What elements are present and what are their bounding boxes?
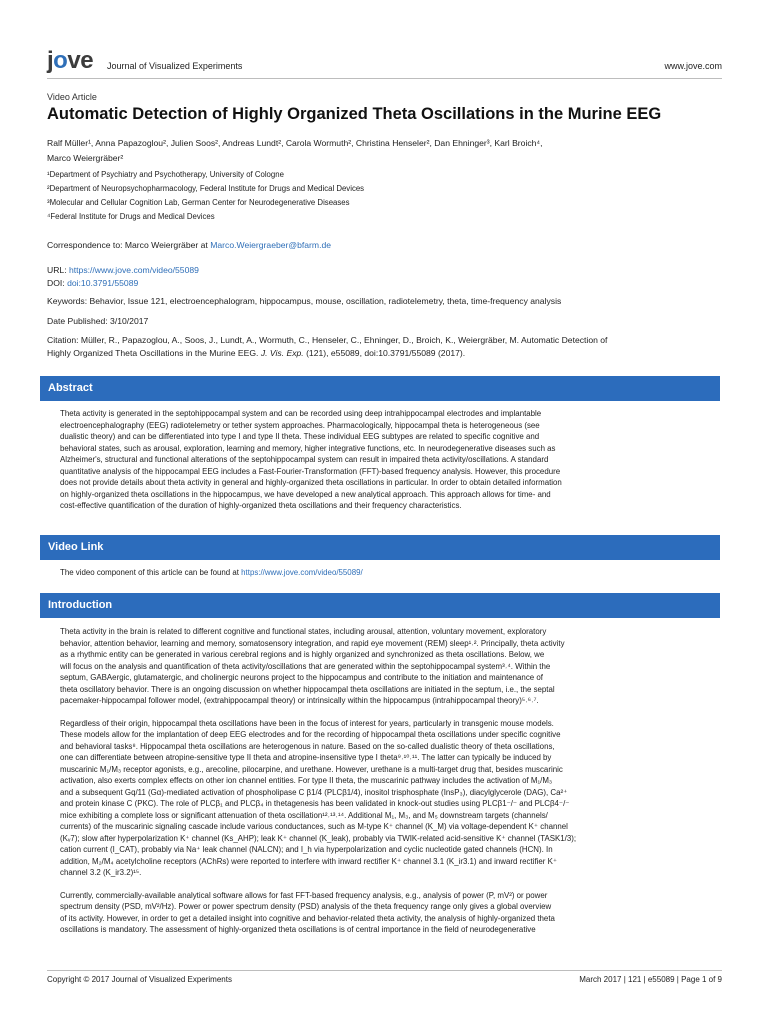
abstract-text (60, 408, 720, 512)
video-link-text (60, 567, 720, 579)
site-url[interactable]: www.jove.com (664, 61, 722, 71)
paragraph-gap (60, 879, 720, 890)
doi-link[interactable]: doi:10.3791/55089 (67, 278, 139, 288)
intro-p1-line: will focus on the analysis and quantification of theta activity/oscillations that are generated within the septohippocampal system³˒⁴. Within the (60, 661, 551, 671)
affiliation-1: ¹Department of Psychiatry and Psychotherapy, University of Cologne (47, 170, 284, 179)
logo-text: jove (47, 47, 94, 74)
affiliation-2: ²Department of Neuropsychopharmacology, Federal Institute for Drugs and Medical Devices (47, 184, 365, 193)
correspondence (47, 240, 331, 250)
article-url-link[interactable]: https://www.jove.com/video/55089 (68, 265, 199, 275)
correspondence-email-link[interactable]: Marco.Weiergraeber@bfarm.de (210, 240, 332, 250)
abstract-line: quantitative analysis of the hippocampal EEG includes a Fast-Fourier-Transformation (FFT)-based frequency analysis. However, this procedure (60, 466, 561, 476)
video-link-label: The video component of this article can be found at (60, 568, 239, 577)
page-footer (47, 970, 722, 987)
abstract-heading: Abstract (40, 376, 720, 401)
affiliations (47, 168, 722, 224)
paragraph-gap (60, 707, 720, 718)
intro-p2-line: mice exhibiting a complete loss or significant attenuation of theta oscillation¹²˒¹³˒¹⁴. Additional M₁, M₃, and M₅ downstream targets (channels/ (60, 810, 548, 820)
intro-p3-line: oscillations is mandatory. The assessment of highly-organized theta oscillations is of central importance in the field of neurodegenerative (60, 925, 536, 934)
intro-p2-line: These models allow for the implantation of deep EEG electrodes and for the recording of hippocampal theta oscillations under specific cognitive (60, 730, 561, 739)
doi-label: DOI: (47, 278, 65, 288)
author-list (47, 136, 722, 166)
intro-p2-line: (Kᵥ7); slow after hyperpolarization K⁺ channel (Ks_AHP); leak K⁺ channel (K_leak), probably via TWIK-related acid-sensitive K⁺ channel (TASK1/3); (60, 833, 577, 843)
intro-p2-line: and behavioral tasks⁸. Hippocampal theta oscillations are heterogenous in nature. Based on the so-called dualistic theory of theta oscillations, (60, 741, 555, 751)
introduction-heading: Introduction (40, 593, 720, 618)
journal-header (47, 48, 722, 79)
intro-p3-line: Currently, commercially-available analytical software allows for fast FFT-based frequency analysis, e.g., analysis of power (P, mV²) or power (60, 890, 548, 900)
intro-p2-line: channel 3.2 (K_ir3.2)¹⁵. (60, 868, 142, 877)
copyright: Copyright © 2017 Journal of Visualized Experiments (47, 975, 232, 984)
intro-p3-line: spectrum density (PSD, mV²/Hz). Power or power spectrum density (PSD) analysis of the theta frequency range only gives a global overview (60, 902, 552, 911)
intro-p1-line: septum, GABAergic, glutamatergic, and cholinergic neurons project to the hippocampus and contribute to the initiation and maintenance of (60, 673, 543, 682)
introduction-text (60, 626, 720, 936)
intro-p1-line: behavior, attention behavior, learning and memory, somatosensory integration, and rapid eye movement (REM) sleep¹˒². Principally, theta activity (60, 638, 565, 648)
intro-p2-line: currents) of the muscarinic signaling cascade include various conductances, such as M-type K⁺ channel (K_M) via voltage-dependent K⁺ channel (60, 822, 568, 831)
intro-p2-line: and a subsequent Gq/11 (Gα)-mediated activation of phospholipase C β1/4 (PLCβ1/4), inositol trisphosphate (InsP₃), diacylglycerole (DAG), Ca²⁺ (60, 787, 568, 797)
citation (47, 334, 723, 360)
url-line (47, 265, 199, 275)
abstract-line: behavioral states, such as arousal, exploration, learning and memory, higher integrative functions, etc. In neurodegenerative diseases such as (60, 443, 556, 453)
citation-line-2 (47, 347, 723, 360)
intro-p2-line: cation current (I_CAT), probably via Na⁺ leak channel (NALCN); and I_h via hyperpolarization and cyclic nucleotide gated channels (HCN). In (60, 845, 553, 854)
intro-p2-line: and protein kinase C (PKC). The role of PLCβ₁ and PLCβ₄ in thetagenesis has been validated in knock-out studies using PLCβ1⁻/⁻ and PLCβ4⁻/⁻ (60, 799, 570, 808)
url-label: URL: (47, 265, 67, 275)
article-title: Automatic Detection of Highly Organized Theta Oscillations in the Murine EEG (47, 105, 662, 123)
date-published: Date Published: 3/10/2017 (47, 316, 149, 326)
intro-p1-line: as a rhythmic entity can be generated in various cerebral regions and is highly organized and synchronized as theta oscillations. Below, we (60, 650, 545, 659)
abstract-line: Theta activity is generated in the septohippocampal system and can be recorded using deep intrahippocampal electrodes and implantable (60, 409, 542, 418)
video-url-link[interactable]: https://www.jove.com/video/55089/ (241, 568, 363, 577)
citation-journal: J. Vis. Exp. (260, 348, 304, 358)
abstract-line: Alzheimer's, structural and functional alterations of the septohippocampal system can result in impaired theta activity/oscillations. A standard (60, 455, 549, 464)
jove-logo[interactable] (47, 47, 94, 74)
citation-details: (121), e55089, doi:10.3791/55089 (2017). (306, 348, 466, 358)
abstract-line: electroencephalography (EEG) radiotelemetry or tether system approaches. Pharmacologically, hippocampal theta is heterogeneous (see (60, 420, 540, 430)
citation-title: Highly Organized Theta Oscillations in the Murine EEG. (47, 348, 259, 358)
intro-p2-line: Regardless of their origin, hippocampal theta oscillations have been in the focus of interest for years, particularly in transgenic mouse models. (60, 718, 554, 728)
journal-name: Journal of Visualized Experiments (107, 61, 243, 71)
video-link-heading: Video Link (40, 535, 720, 560)
intro-p2-line: one can differentiate between atropine-sensitive type II theta and atropine-insensitive type I theta⁹˒¹⁰˒¹¹. The latter can typically be induced by (60, 753, 552, 762)
intro-p1-line: theta oscillatory behavior. There is an ongoing discussion on whether hippocampal theta oscillations are initiated in the septum, i.e., the septal (60, 684, 555, 694)
intro-p2-line: muscarinic M₁/M₃ receptor agonists, e.g., arecoline, pilocarpine, and urethane. However, urethane is a multi-target drug that, besides muscarinic (60, 764, 563, 774)
authors-line-1: Ralf Müller¹, Anna Papazoglou², Julien Soos², Andreas Lundt², Carola Wormuth², Christina Henseler², Dan Ehninger³, Karl Broich⁴, (47, 138, 543, 148)
abstract-line: dualistic theory) and can be differentiated into type I and type II theta. These individual EEG subtypes are related to specific cognitive and (60, 432, 540, 441)
keywords: Keywords: Behavior, Issue 121, electroencephalogram, hippocampus, mouse, oscillation, radiotelemetry, theta, time-frequency analysis (47, 296, 562, 306)
affiliation-4: ⁴Federal Institute for Drugs and Medical Devices (47, 212, 215, 221)
authors-line-2: Marco Weiergräber² (47, 153, 124, 163)
article-type: Video Article (47, 92, 97, 102)
intro-p1-line: Theta activity in the brain is related to different cognitive and functional states, including arousal, attention, voluntary movement, exploratory (60, 627, 547, 636)
intro-p3-line: of its activity. However, in order to get a detailed insight into cognitive and behavior-related theta activity, the analysis of highly-organized theta (60, 913, 555, 923)
citation-line-1: Citation: Müller, R., Papazoglou, A., Soos, J., Lundt, A., Wormuth, C., Henseler, C., Ehninger, D., Broich, K., Weiergräber, M. Automatic Detection of (47, 335, 608, 345)
abstract-line: on highly-organized theta oscillations in the hippocampus, we have developed a new analytical approach. This approach allows for time- and (60, 489, 551, 499)
affiliation-3: ³Molecular and Cellular Cognition Lab, German Center for Neurodegenerative Diseases (47, 198, 350, 207)
abstract-line: does not provide details about theta activity in general and highly-organized theta oscillations in particular. In order to obtain detailed information (60, 478, 562, 487)
doi-line (47, 278, 138, 288)
intro-p1-line: pacemaker-hippocampal follower model, (extrahippocampal theory) or intrinsically within the hippocampus (intrahippocampal theory)⁵˒⁶˒⁷. (60, 696, 539, 705)
intro-p2-line: addition, M₂/M₄ acetylcholine receptors (AChRs) were reported to interfere with inward rectifier K⁺ channel 3.1 (K_ir3.1) and inward rectifier K⁺ (60, 856, 558, 866)
intro-p2-line: activation, also exerts complex effects on other ion channel entities. For type II theta, the muscarinic pathway includes the activation of M₁/M₃ (60, 776, 553, 785)
correspondence-label: Correspondence to: Marco Weiergräber at (47, 240, 208, 250)
page-info: March 2017 | 121 | e55089 | Page 1 of 9 (579, 975, 722, 984)
abstract-line: cost-effective quantification of the duration of highly-organized theta oscillations and their frequency characteristics. (60, 501, 462, 510)
